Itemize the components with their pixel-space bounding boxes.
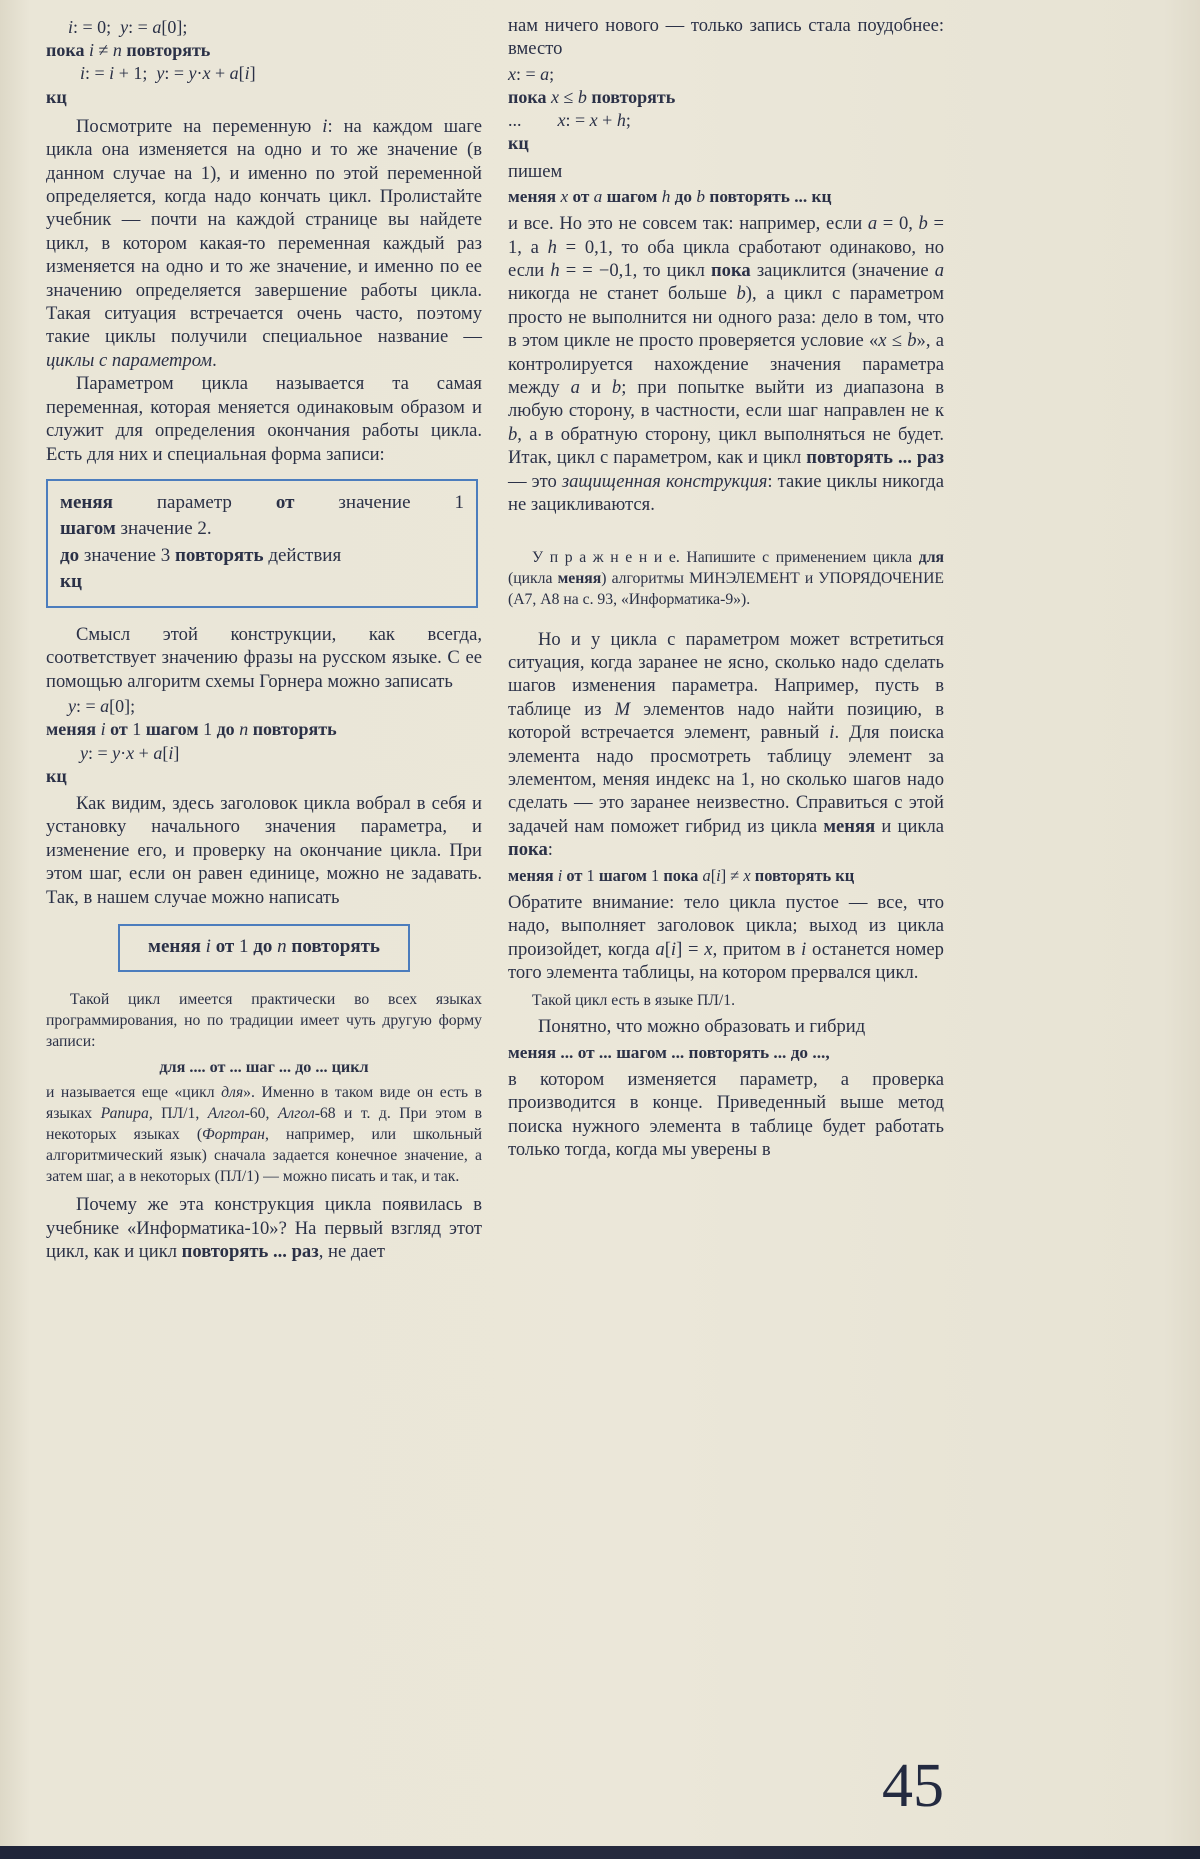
for-loop-syntax-line: для .... от ... шаг ... до ... цикл bbox=[159, 1058, 369, 1077]
paragraph-hybrid-need: Но и у цикла с параметром может встретиться ситуация, когда заранее не ясно, сколько надо сделать шагов изменения параметра. Например, пусть в таблице из M элементов надо найти позицию, в которой встречается элемент, равный i. Для поиска элемента надо просмотреть таблицу элемент за элементом, меняя индекс на 1, но сколько шагов надо сделать — это заранее неизвестно. Справиться с этой задачей нам поможет гибрид из цикла меняя и цикла пока: bbox=[508, 628, 944, 861]
exercise-note: У п р а ж н е н и е. Напишите с применением цикла для (цикла меняя) алгоритмы МИНЭЛЕМЕНТ и УПОРЯДОЧЕНИЕ (А7, А8 на с. 93, «Информатика-9»). bbox=[508, 548, 944, 608]
syntax-box-line: меняя параметр от значение 1 bbox=[60, 491, 464, 513]
note-languages-list: и называется еще «цикл для». Именно в таком виде он есть в языках Рапира, ПЛ/1, Алгол-60, Алгол-68 и т. д. При этом в некоторых языках (Фортран, например, или школьный алгоритмический язык) сначала задается конечное значение, а затем шаг, а в некоторых (ПЛ/1) — можно писать и так, и так. bbox=[46, 1084, 482, 1186]
paragraph-parameter-intro: Посмотрите на переменную i: на каждом шаге цикла она изменяется на одно и то же значение (в данном случае на 1), и именно по этой переменной определяется, когда надо кончать цикл. Пролистайте учебник — почти на каждой странице вы найдете цикл, в котором какая-то переменная каждый раз изменяется на одно и то же значение, и именно по ее значению определяется завершение работы цикла. Такая ситуация встречается очень часто, поэтому такие циклы получили специальное название — циклы с параметром. bbox=[46, 115, 482, 371]
code-line: меняя i от 1 шагом 1 до n повторять bbox=[46, 719, 337, 740]
paragraph-hybrid-form: Понятно, что можно образовать и гибрид bbox=[538, 1016, 866, 1038]
note-other-languages: Такой цикл имеется практически во всех языках программирования, но по традиции имеет чуть другую форму записи: bbox=[46, 991, 482, 1051]
paragraph-loop-header: Как видим, здесь заголовок цикла вобрал в себя и установку начального значения параметра, и изменение его, и проверку на окончание цикла. При этом шаг, если он равен единице, можно не задавать. Так, в нашем случае можно написать bbox=[46, 792, 482, 908]
code-block-hybrid-do bbox=[508, 1041, 944, 1064]
code-line: y: = a[0]; bbox=[68, 696, 136, 717]
code-line: меняя ... от ... шагом ... повторять ... до ..., bbox=[508, 1042, 830, 1062]
paragraph-check-at-end: в котором изменяется параметр, а проверка производится в конце. Приведенный выше метод поиска нужного элемента в таблице будет работать только тогда, когда мы уверены в bbox=[508, 1069, 944, 1161]
syntax-box-line: шагом значение 2. bbox=[60, 518, 212, 540]
code-line: кц bbox=[46, 765, 67, 786]
code-block-poka-example bbox=[508, 63, 944, 156]
paragraph-protected-construction: и все. Но это не совсем так: например, если a = 0, b = 1, а h = 0,1, то оба цикла сработают одинаково, но если h = = −0,1, то цикл пока зациклится (значение a никогда не станет больше b), а цикл с параметром просто не выполнится ни одного раза: дело в том, что в этом цикле не просто проверяется условие «x ≤ b», а контролируется нахождение значения параметра между a и b; при попытке выйти из диапазона в любую сторону, в частности, если шаг направлен не к b, а в обратную сторону, цикл выполняться не будет. Итак, цикл с параметром, как и цикл повторять ... раз — это защищенная конструкция: такие циклы никогда не зацикливаются. bbox=[508, 213, 945, 516]
code-block-horner-menyaya bbox=[46, 695, 482, 788]
code-block-hybrid-menyaya-poka bbox=[508, 864, 944, 887]
paragraph-construction-meaning: Смысл этой конструкции, как всегда, соответствует значению фразы на русском языке. С ее помощью алгоритм схемы Горнера можно записать bbox=[46, 623, 482, 692]
code-block-horner-poka bbox=[46, 16, 482, 109]
right-column bbox=[508, 14, 944, 1264]
code-line: кц bbox=[46, 86, 67, 107]
syntax-box-menyaya-full bbox=[46, 479, 478, 608]
syntax-box-menyaya-short bbox=[118, 924, 410, 973]
code-line: ... x: = x + h; bbox=[508, 110, 631, 131]
syntax-box-line: до значение 3 повторять действия bbox=[60, 544, 342, 566]
code-line: y: = y·x + a[i] bbox=[80, 742, 180, 763]
paragraph-nothing-new: нам ничего нового — только запись стала поудобнее: вместо bbox=[508, 15, 944, 60]
syntax-box-line: кц bbox=[60, 571, 82, 593]
code-line: i: = 0; y: = a[0]; bbox=[68, 17, 188, 37]
paragraph-pishem: пишем bbox=[508, 160, 563, 182]
note-pl1: Такой цикл есть в языке ПЛ/1. bbox=[532, 992, 736, 1010]
code-line: меняя i от 1 шагом 1 пока a[i] ≠ x повторять кц bbox=[508, 865, 855, 885]
page-number: 45 bbox=[882, 1752, 944, 1820]
paragraph-parameter-definition: Параметром цикла называется та самая переменная, которая меняется одинаковым образом и служит для определения окончания работы цикла. Есть для них и специальная форма записи: bbox=[46, 373, 482, 465]
paragraph-why-construction: Почему же эта конструкция цикла появилась в учебнике «Информатика-10»? На первый взгляд этот цикл, как и цикл повторять ... раз, не дает bbox=[46, 1194, 482, 1263]
paragraph-empty-body: Обратите внимание: тело цикла пустое — все, что надо, выполняет заголовок цикла; выход из цикла произойдет, когда a[i] = x, притом в i останется номер того элемента таблицы, на котором прервался цикл. bbox=[508, 891, 944, 983]
code-line: x: = a; bbox=[508, 63, 555, 84]
code-line: i: = i + 1; y: = y·x + a[i] bbox=[80, 63, 256, 84]
syntax-box-line: меняя i от 1 до n повторять bbox=[148, 935, 380, 957]
code-line: пока i ≠ n повторять bbox=[46, 40, 211, 61]
code-line: пока x ≤ b повторять bbox=[508, 87, 676, 108]
code-line: кц bbox=[508, 133, 529, 154]
code-block-menyaya-oneline bbox=[508, 185, 944, 208]
left-column bbox=[46, 14, 482, 1264]
page-bottom-edge bbox=[0, 1846, 1200, 1859]
code-line: меняя x от a шагом h до b повторять ... кц bbox=[508, 187, 832, 207]
